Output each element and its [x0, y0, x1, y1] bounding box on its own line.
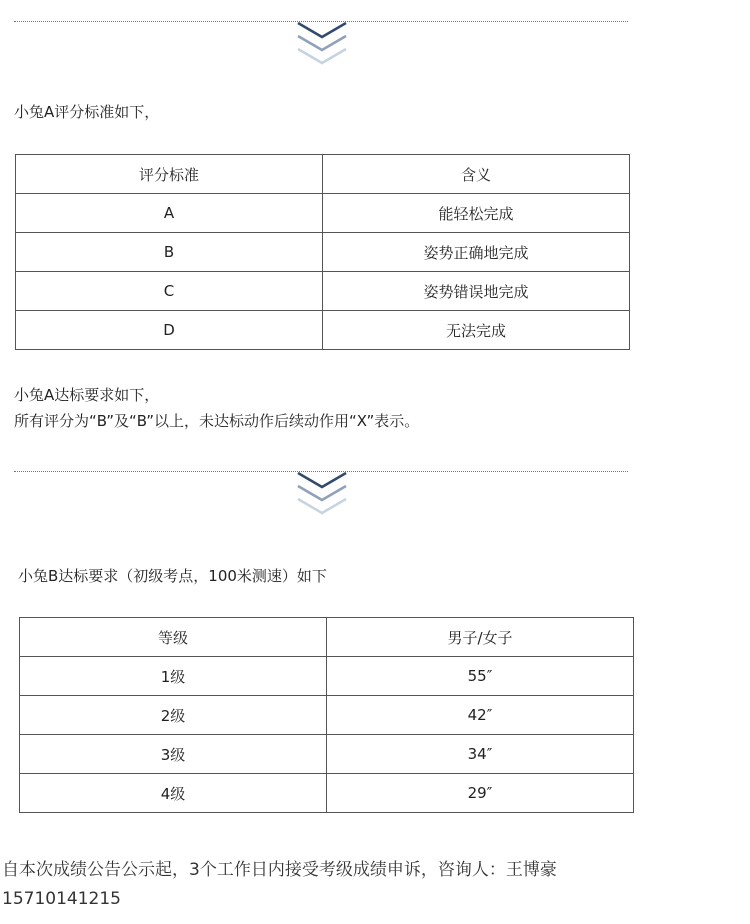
chevron-down-icon — [294, 469, 350, 529]
table-header-row — [20, 618, 634, 657]
table-row — [20, 657, 634, 696]
table-cell: 3级 — [20, 735, 327, 774]
table-cell: 1级 — [20, 657, 327, 696]
table-cell: 姿势错误地完成 — [323, 272, 630, 311]
table-row — [20, 735, 634, 774]
table-cell: 无法完成 — [323, 311, 630, 350]
table-cell: 4级 — [20, 774, 327, 813]
table-cell: 42″ — [327, 696, 634, 735]
section-a-intro: 小兔A评分标准如下， — [14, 103, 160, 121]
table-cell: 34″ — [327, 735, 634, 774]
section-a-requirement-line2: 所有评分为“B”及“B”以上，未达标动作后续动作用“X”表示。 — [14, 412, 420, 430]
appeal-notice: 自本次成绩公告公示起，3个工作日内接受考级成绩申诉，咨询人：王博豪 — [2, 860, 557, 880]
table-row — [16, 233, 630, 272]
section-a-requirement-line1: 小兔A达标要求如下， — [14, 386, 160, 404]
table-header-cell: 评分标准 — [16, 155, 323, 194]
table-cell: D — [16, 311, 323, 350]
table-cell: 姿势正确地完成 — [323, 233, 630, 272]
table-cell: B — [16, 233, 323, 272]
chevron-down-icon — [294, 19, 350, 79]
table-cell: 29″ — [327, 774, 634, 813]
table-header-cell: 男子/女子 — [327, 618, 634, 657]
table-header-cell: 等级 — [20, 618, 327, 657]
table-header-row — [16, 155, 630, 194]
level-requirements-table — [19, 617, 634, 813]
table-cell: 55″ — [327, 657, 634, 696]
section-b-intro: 小兔B达标要求（初级考点，100米测速）如下 — [18, 567, 327, 585]
table-row — [16, 311, 630, 350]
table-row — [20, 696, 634, 735]
table-row — [16, 272, 630, 311]
table-cell: A — [16, 194, 323, 233]
contact-phone: 15710141215 — [2, 889, 121, 909]
table-header-cell: 含义 — [323, 155, 630, 194]
table-cell: 能轻松完成 — [323, 194, 630, 233]
table-row — [16, 194, 630, 233]
table-cell: C — [16, 272, 323, 311]
grading-criteria-table — [15, 154, 630, 350]
table-row — [20, 774, 634, 813]
table-cell: 2级 — [20, 696, 327, 735]
